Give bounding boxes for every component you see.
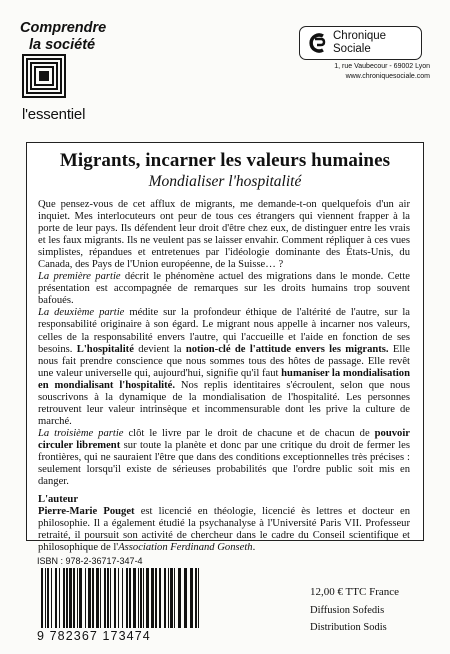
author-bio-end: . [252, 542, 256, 554]
part1-label: La première partie [38, 271, 121, 283]
distribution-line2: Distribution Sodis [310, 622, 387, 633]
paragraph-part3 [38, 428, 410, 488]
book-subtitle: Mondialiser l'hospitalité [148, 173, 302, 190]
distribution-line1: Diffusion Sofedis [310, 605, 385, 616]
barcode-bar [198, 568, 199, 628]
book-title: Migrants, incarner les valeurs humaines [59, 150, 391, 171]
paragraph-author [38, 506, 410, 554]
barcode-bar [41, 568, 43, 628]
series-title-line1: Comprendre [20, 20, 107, 36]
barcode-bar [45, 568, 46, 628]
part2-text-a: médite sur la profondeur éthique de l'altérité de l'autre, sur la responsabilité originaire à son égard. Le migrant nous appelle à incarner nos valeurs, celles de la responsabilité envers l'autre, qui l'accueille et l'aide en fonction de ses besoins. [38, 307, 410, 355]
barcode-digits: 9 782367 173474 [37, 629, 151, 643]
barcode-bar [110, 568, 111, 628]
isbn: ISBN : 978-2-36717-347-4 [37, 556, 143, 566]
barcode-bar [126, 568, 128, 628]
barcode-bar [107, 568, 109, 628]
author-bio: est licencié en théologie, licencié ès lettres et docteur en philosophie. Il a également étudié la psychanalyse à l'Université Paris VII. Professeur retraité, il poursuit son activité de chercheur dans le cadre du Conseil scientifique et philosophique de l' [38, 506, 410, 554]
barcode-bar [146, 568, 149, 628]
series-block [20, 20, 130, 54]
barcode-bar [96, 568, 99, 628]
barcode-bar [59, 568, 60, 628]
barcode-bar [122, 568, 123, 628]
barcode-bar [114, 568, 116, 628]
paragraph-intro: Que pensez-vous de cet afflux de migrants, me demande-t-on quelquefois d'un air inquiet. Mes interlocuteurs ont peur de tous ces étrangers qui viennent frapper à la porte de leur pays. Ils défendent leur droit d'être chez eux, de distinguer entre les vrais et les faux migrants. Ils ne veulent pas se laisser envahir. Comment répliquer à ces vues simplistes, répandues et entretenues par l'idéologie dominante des États-Unis, du Canada, des Pays de l'Union européenne, de la Suisse… ? [38, 199, 410, 271]
publisher-address-block [295, 62, 430, 82]
author-name: Pierre-Marie Pouget [38, 506, 135, 518]
barcode-bar [155, 568, 157, 628]
barcode-bar [69, 568, 72, 628]
barcode-bar [129, 568, 131, 628]
part1-text: décrit le phénomène actuel des migrations dans le monde. Cette présentation est accompagnée de remarques sur les droits humains trop souvent bafoués. [38, 271, 411, 307]
barcode-bar [174, 568, 175, 628]
barcode-bar [79, 568, 82, 628]
barcode-bar [63, 568, 65, 628]
barcode-bar [195, 568, 197, 628]
barcode-bar [73, 568, 75, 628]
part2-text-c: Elle nous fait prendre conscience que nous sommes tous des hôtes de passage. Elle revêt une valeur universelle qui, aujourd'hui, signifie qu'il faut [38, 343, 410, 379]
publisher-name [333, 30, 386, 56]
publisher-website: www.chroniquesociale.com [345, 73, 430, 80]
publisher-logo-box [299, 26, 422, 60]
barcode-bar [133, 568, 136, 628]
paragraph-part1 [38, 271, 410, 307]
part3-text-c: sur toute la planète et donc par une critique du droit de fermer les frontières, qui ne sauraient l'être que dans des conditions exceptionnelles très précises : seulement lorsqu'il existe de sérieuses probabilités que l'ordre public soit mis en danger. [38, 439, 410, 488]
author-heading: L'auteur [38, 494, 79, 506]
part3-bold-circulate: pouvoir circuler librement [38, 427, 410, 451]
barcode-bar [170, 568, 173, 628]
paragraph-part2 [38, 307, 410, 427]
barcode-bar [151, 568, 154, 628]
barcode [37, 568, 204, 630]
barcode-bar [143, 568, 144, 628]
series-name: l'essentiel [22, 106, 86, 123]
part2-text-b: devient la [133, 343, 186, 355]
barcode-bar [164, 568, 166, 628]
barcode-bar [66, 568, 68, 628]
part2-bold-hospitality: L'hospitalité [76, 343, 134, 355]
barcode-bar [55, 568, 57, 628]
barcode-bar [47, 568, 49, 628]
part2-bold-key-notion: notion-clé de l'attitude envers les migrants. [185, 343, 389, 355]
part2-bold-humanize: humaniser la mondialisation en mondialisant l'hospitalité. [38, 367, 410, 391]
barcode-bar [140, 568, 142, 628]
barcode-bar [138, 568, 139, 628]
barcode-bar [178, 568, 181, 628]
publisher-name-line2: Sociale [333, 43, 371, 55]
part3-text-a: clôt le livre par le droit de chacune et de chacun de [123, 427, 375, 439]
barcode-bar [88, 568, 91, 628]
barcode-bar [118, 568, 119, 628]
barcode-bar [104, 568, 106, 628]
barcode-bar [51, 568, 52, 628]
barcode-bar [184, 568, 187, 628]
barcode-bar [92, 568, 94, 628]
barcode-bar [190, 568, 193, 628]
barcode-bar [159, 568, 161, 628]
publisher-address: 1, rue Vaubecour - 69002 Lyon [334, 63, 430, 70]
author-association: Association Ferdinand Gonseth [118, 542, 253, 554]
publisher-name-line1: Chronique [333, 30, 387, 42]
series-logo-icon [22, 54, 66, 98]
barcode-bar [77, 568, 78, 628]
part2-label: La deuxième partie [38, 307, 125, 319]
series-title-line2: la société [29, 37, 96, 53]
summary-text [38, 199, 410, 554]
price: 12,00 € TTC France [310, 586, 400, 598]
barcode-bar [100, 568, 101, 628]
barcode-bar [85, 568, 86, 628]
part3-label: La troisième partie [38, 427, 124, 439]
barcode-bar [168, 568, 169, 628]
publisher-logo-icon [306, 32, 326, 54]
part2-text-d: Nos replis identitaires s'écroulent, selon que nous souscrivons à la dynamique de la mondialisation de l'hospitalité. Les personnes retrouvent leur valeur intrinsèque et incommensurable dont les prive la culture de marché. [38, 379, 410, 427]
